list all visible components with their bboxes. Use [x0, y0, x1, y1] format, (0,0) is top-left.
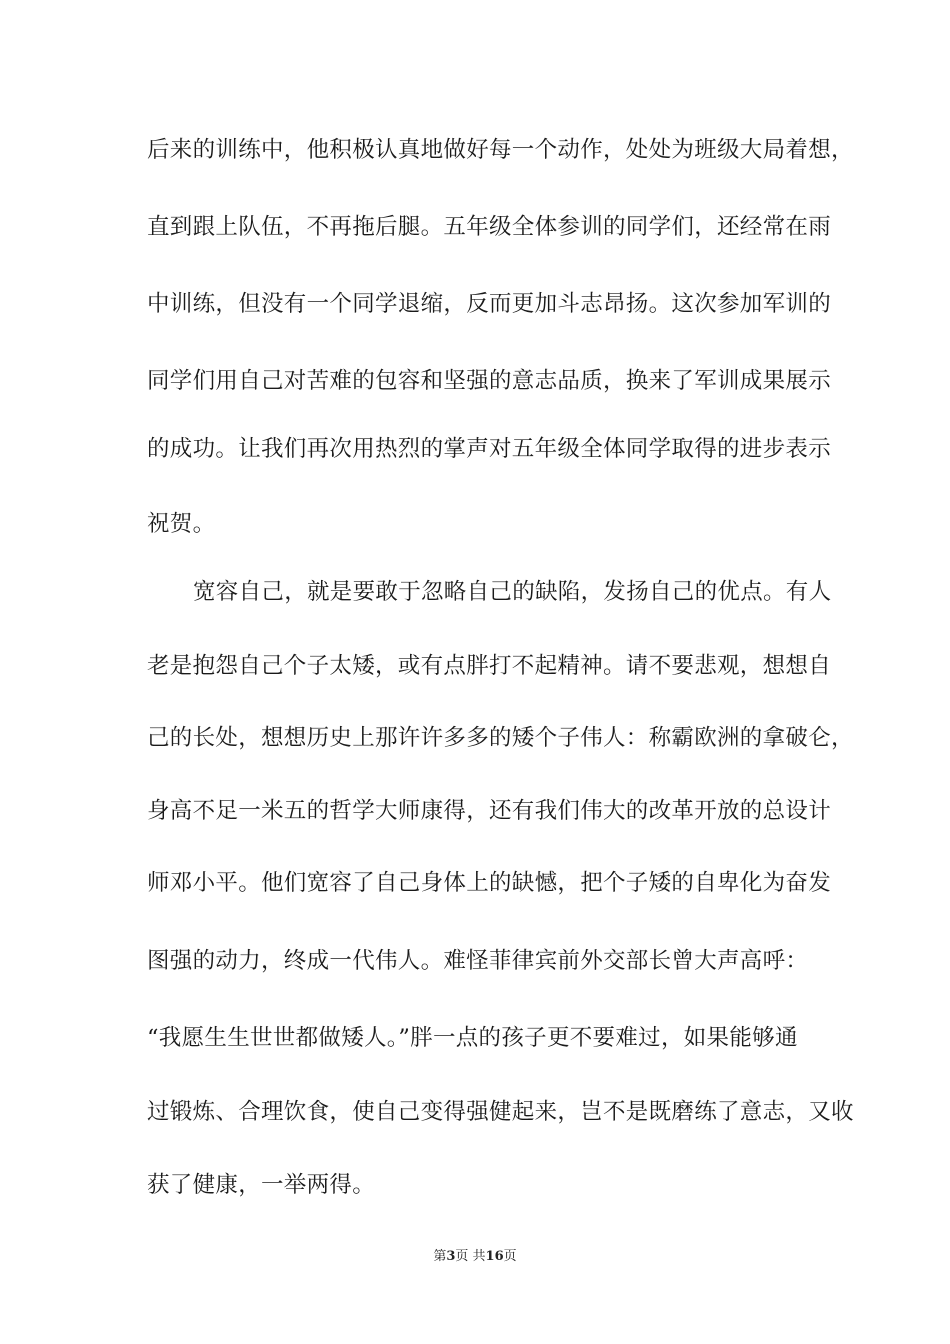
footer-prefix: 第 [433, 1249, 447, 1264]
text-line: 过锻炼、合理饮食，使自己变得强健起来，岂不是既磨练了意志，又收 [147, 1099, 854, 1125]
text-line: 图强的动力，终成一代伟人。难怪菲律宾前外交部长曾大声高呼： [147, 948, 809, 974]
text-line: 师邓小平。他们宽容了自己身体上的缺憾，把个子矮的自卑化为奋发 [147, 870, 832, 896]
page-footer [0, 1248, 950, 1266]
page-number: 3 [446, 1249, 456, 1264]
text-line: 获了健康，一举两得。 [147, 1172, 376, 1198]
text-line: 中训练，但没有一个同学退缩，反而更加斗志昂扬。这次参加军训的 [147, 291, 832, 317]
text-line: 同学们用自己对苦难的包容和坚强的意志品质，换来了军训成果展示 [147, 368, 832, 394]
text-line: 身高不足一米五的哲学大师康得，还有我们伟大的改革开放的总设计 [147, 798, 832, 824]
paragraph-first-line: 宽容自己，就是要敢于忽略自己的缺陷，发扬自己的优点。有人 [193, 579, 832, 605]
total-pages: 16 [485, 1249, 504, 1264]
text-line: 祝贺。 [147, 511, 216, 537]
text-line: 己的长处，想想历史上那许许多多的矮个子伟人：称霸欧洲的拿破仑， [147, 725, 854, 751]
footer-middle: 页 共 [455, 1249, 486, 1264]
footer-suffix: 页 [503, 1249, 517, 1264]
text-line: “我愿生生世世都做矮人。”胖一点的孩子更不要难过，如果能够通 [147, 1025, 798, 1051]
text-line: 后来的训练中，他积极认真地做好每一个动作，处处为班级大局着想， [147, 137, 854, 163]
text-line: 直到跟上队伍，不再拖后腿。五年级全体参训的同学们，还经常在雨 [147, 214, 832, 240]
text-line: 的成功。让我们再次用热烈的掌声对五年级全体同学取得的进步表示 [147, 436, 832, 462]
text-line: 老是抱怨自己个子太矮，或有点胖打不起精神。请不要悲观，想想自 [147, 653, 832, 679]
